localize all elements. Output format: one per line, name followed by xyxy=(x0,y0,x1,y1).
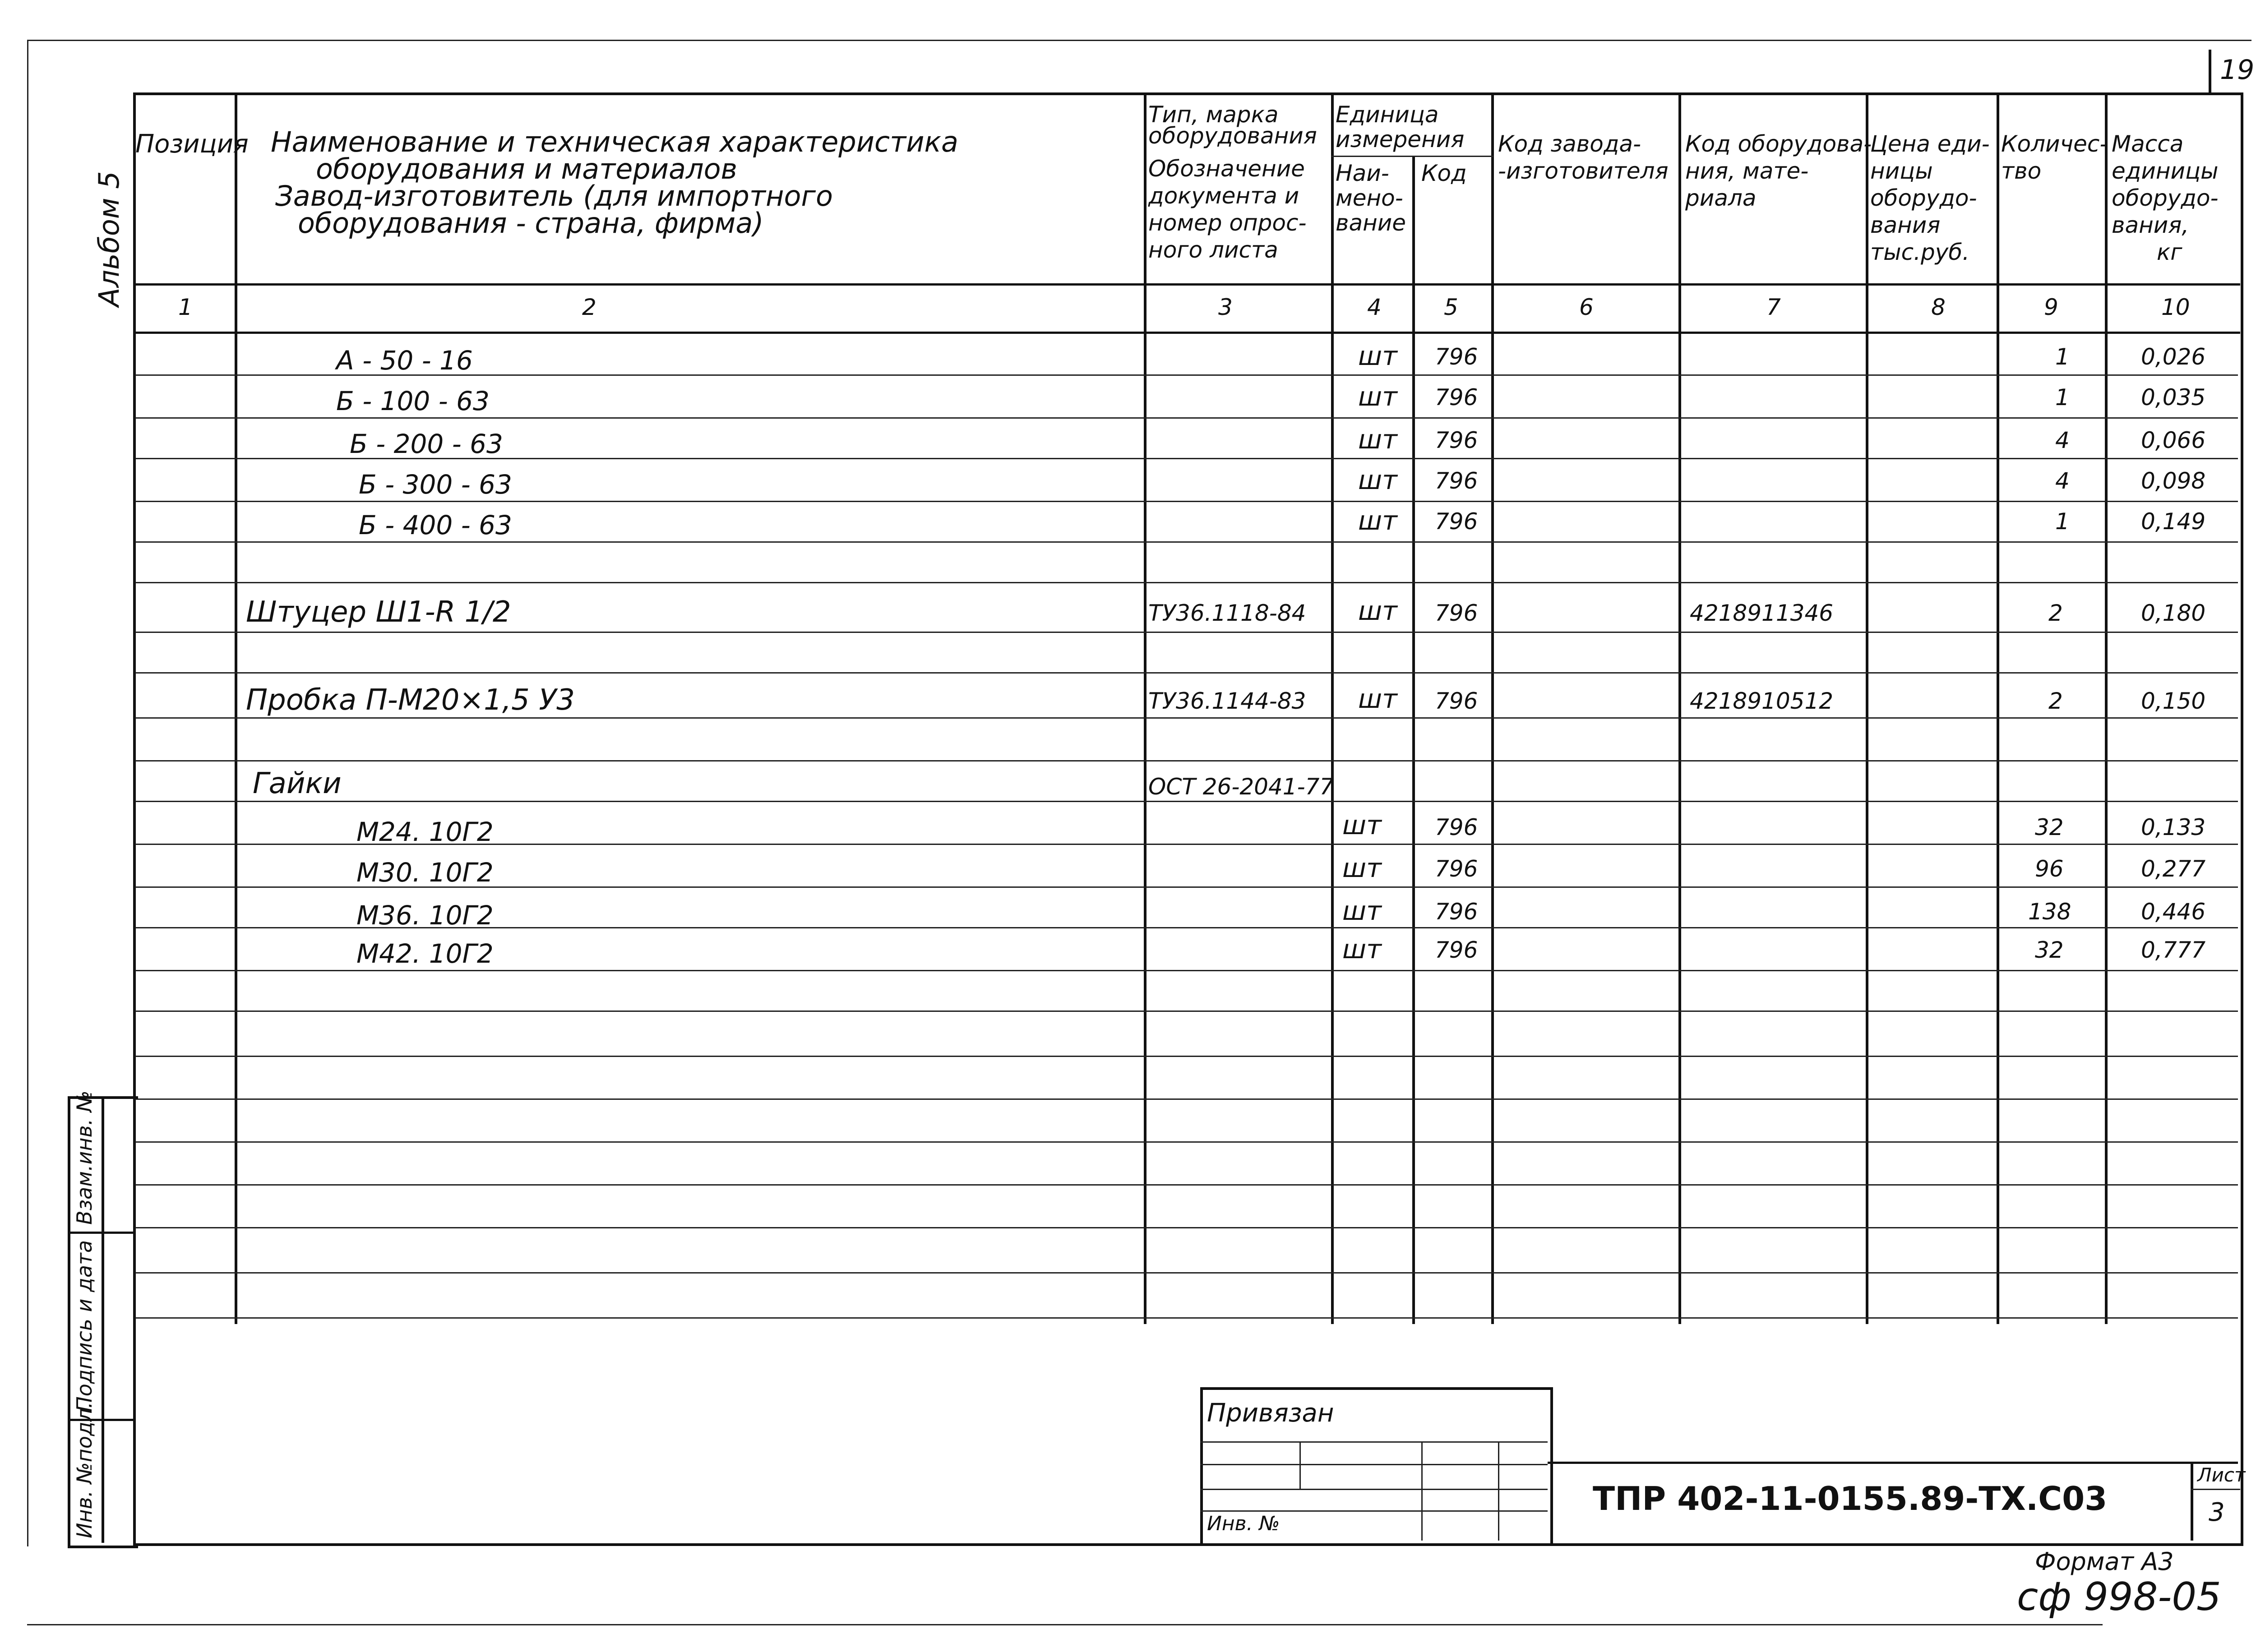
header-col10-line2: единицы xyxy=(2112,158,2219,184)
row-line xyxy=(135,632,2238,633)
row-qty: 138 xyxy=(2028,899,2071,925)
header-col2-line4: оборудования - страна, фирма) xyxy=(298,207,764,240)
header-col6-line2: -изготовителя xyxy=(1498,158,1669,184)
row-line xyxy=(135,417,2238,419)
row-mass: 0,180 xyxy=(2141,600,2206,626)
privyazan-line1 xyxy=(1200,1441,1548,1443)
row-unit: шт xyxy=(1342,853,1382,883)
outer-top-line xyxy=(27,40,2251,41)
inv-no-label: Инв. № xyxy=(1207,1512,1280,1535)
row-qty: 1 xyxy=(2055,344,2070,370)
row-line xyxy=(135,582,2238,583)
colnum-7: 7 xyxy=(1766,294,1781,320)
header-col4-line2: мено- xyxy=(1336,185,1403,211)
row-qty: 96 xyxy=(2035,856,2064,882)
side-vzam: Взам.инв. № xyxy=(72,1090,97,1225)
row-qty: 2 xyxy=(2048,600,2063,626)
row-qty: 2 xyxy=(2048,688,2063,714)
row-qty: 32 xyxy=(2035,937,2064,963)
header-unit-line2: измерения xyxy=(1336,126,1465,152)
row-name: Пробка П-М20×1,5 У3 xyxy=(246,683,575,717)
header-col7-line1: Код оборудова- xyxy=(1685,131,1872,157)
privyazan-line2 xyxy=(1200,1464,1548,1465)
row-mass: 0,446 xyxy=(2141,899,2206,925)
row-name: М42. 10Г2 xyxy=(356,938,494,969)
header-col8-line1: Цена еди- xyxy=(1870,131,1990,157)
page-number: 19 xyxy=(2220,54,2255,86)
row-line xyxy=(135,1272,2238,1274)
row-name: М30. 10Г2 xyxy=(356,857,494,888)
row-mass: 0,277 xyxy=(2141,856,2206,882)
row-name: Штуцер Ш1-R 1/2 xyxy=(246,595,511,629)
colnum-2: 2 xyxy=(582,294,596,320)
row-code: 796 xyxy=(1435,600,1478,626)
header-col3-line6: ного листа xyxy=(1148,237,1278,263)
colnum-3: 3 xyxy=(1218,294,1233,320)
sheet-label: Лист xyxy=(2197,1464,2246,1486)
row-qty: 4 xyxy=(2055,427,2070,453)
row-code: 796 xyxy=(1435,937,1478,963)
side-inv-podl: Инв. №подл. xyxy=(72,1402,97,1538)
row-code: 796 xyxy=(1435,468,1478,494)
row-doc: ТУ36.1144-83 xyxy=(1148,688,1306,714)
header-col3-line3: Обозначение xyxy=(1148,156,1305,182)
row-unit: шт xyxy=(1342,934,1382,964)
header-col10-line3: оборудо- xyxy=(2112,185,2219,211)
row-mass: 0,133 xyxy=(2141,814,2206,840)
row-qty: 1 xyxy=(2055,508,2070,535)
col-line-4 xyxy=(1412,156,1415,1324)
col-line-8 xyxy=(1997,92,1999,1324)
col-line-7 xyxy=(1866,92,1868,1324)
row-code: 796 xyxy=(1435,508,1478,535)
row-code: 796 xyxy=(1435,344,1478,370)
row-line xyxy=(135,801,2238,802)
colnum-1: 1 xyxy=(178,294,193,320)
header-col2-line2: оборудования и материалов xyxy=(316,152,738,185)
row-qty: 4 xyxy=(2055,468,2070,494)
col-line-3 xyxy=(1331,92,1334,1324)
row-unit: шт xyxy=(1358,341,1397,371)
row-line xyxy=(135,1317,2238,1319)
header-col8-line5: тыс.руб. xyxy=(1870,239,1970,265)
header-col4-line1: Наи- xyxy=(1336,160,1389,186)
privyazan-line3 xyxy=(1200,1489,1548,1490)
row-line xyxy=(135,970,2238,971)
colnum-9: 9 xyxy=(2044,294,2058,320)
col-line-5 xyxy=(1491,92,1494,1324)
code-block-top xyxy=(1548,1462,2238,1464)
row-qty: 1 xyxy=(2055,384,2070,411)
header-col10-line4: вания, xyxy=(2112,212,2189,238)
row-unit: шт xyxy=(1358,683,1397,714)
row-mass: 0,149 xyxy=(2141,508,2206,535)
col-line-9 xyxy=(2105,92,2108,1324)
sheet-number: 3 xyxy=(2209,1498,2225,1527)
row-mat: 4218911346 xyxy=(1690,600,1834,626)
row-mass: 0,098 xyxy=(2141,468,2206,494)
header-col3-line5: номер опрос- xyxy=(1148,210,1307,236)
row-line xyxy=(135,760,2238,761)
col-line-6 xyxy=(1678,92,1681,1324)
row-code: 796 xyxy=(1435,427,1478,453)
row-doc: ОСТ 26-2041-77 xyxy=(1148,774,1334,800)
sheet-label-line xyxy=(2191,1489,2240,1490)
row-code: 796 xyxy=(1435,814,1478,840)
row-mass: 0,066 xyxy=(2141,427,2206,453)
row-name: М36. 10Г2 xyxy=(356,900,494,931)
row-code: 796 xyxy=(1435,899,1478,925)
album-label: Альбом 5 xyxy=(92,171,125,307)
header-col5: Код xyxy=(1421,160,1467,186)
row-name: М24. 10Г2 xyxy=(356,817,494,847)
row-unit: шт xyxy=(1358,465,1397,495)
colnum-8: 8 xyxy=(1931,294,1946,320)
row-line xyxy=(135,1098,2238,1100)
side-podpis: Подпись и дата xyxy=(72,1240,97,1412)
header-col1: Позиция xyxy=(135,129,249,159)
row-unit: шт xyxy=(1342,810,1382,840)
row-code: 796 xyxy=(1435,856,1478,882)
header-col3-line4: документа и xyxy=(1148,183,1299,209)
col-line-1 xyxy=(235,92,237,1324)
header-col10-line5: кг xyxy=(2157,239,2182,265)
row-doc: ТУ36.1118-84 xyxy=(1148,600,1306,626)
side-stamp-line1 xyxy=(68,1232,135,1234)
row-code: 796 xyxy=(1435,384,1478,411)
row-name: Б - 200 - 63 xyxy=(350,429,503,459)
row-line xyxy=(135,717,2238,719)
sheet-divider xyxy=(2191,1462,2193,1541)
header-bottom-line xyxy=(133,283,2240,286)
row-line xyxy=(135,672,2238,674)
row-mass: 0,777 xyxy=(2141,937,2206,963)
colnum-10: 10 xyxy=(2161,294,2190,320)
header-col6-line1: Код завода- xyxy=(1498,131,1641,157)
format-label: Формат А3 xyxy=(2035,1547,2174,1576)
row-line xyxy=(135,1184,2238,1186)
row-unit: шт xyxy=(1342,895,1382,926)
header-col9-line2: тво xyxy=(2001,158,2042,184)
document-code: ТПР 402-11-0155.89-ТХ.С03 xyxy=(1593,1480,2108,1518)
colnum-6: 6 xyxy=(1579,294,1594,320)
row-line xyxy=(135,1141,2238,1143)
privyazan-vline3 xyxy=(1498,1441,1499,1541)
row-name: Б - 100 - 63 xyxy=(336,386,490,416)
header-col7-line2: ния, мате- xyxy=(1685,158,1809,184)
row-name: Б - 400 - 63 xyxy=(359,510,512,540)
colnum-5: 5 xyxy=(1444,294,1458,320)
header-col4-line3: вание xyxy=(1336,210,1406,236)
row-line xyxy=(135,1227,2238,1228)
header-unit-line1: Единица xyxy=(1336,102,1439,128)
row-name: Б - 300 - 63 xyxy=(359,469,512,500)
header-col2-line1: Наименование и техническая характеристика xyxy=(271,125,958,158)
privyazan-line4 xyxy=(1200,1510,1548,1512)
row-mass: 0,035 xyxy=(2141,384,2206,411)
outer-bottom-line xyxy=(27,1624,2103,1625)
row-line xyxy=(135,1011,2238,1012)
outer-left-line xyxy=(27,40,28,1546)
row-unit: шт xyxy=(1358,595,1397,626)
privyazan-label: Привязан xyxy=(1207,1398,1334,1428)
row-line xyxy=(135,501,2238,502)
number-row-bottom-line xyxy=(133,332,2240,334)
header-col9-line1: Количес- xyxy=(2001,131,2108,157)
unit-group-divider xyxy=(1331,156,1493,157)
privyazan-vline2 xyxy=(1421,1441,1423,1541)
row-line xyxy=(135,541,2238,543)
privyazan-vline1 xyxy=(1299,1441,1301,1489)
header-col3-line1: Тип, марка xyxy=(1148,102,1279,128)
row-mat: 4218910512 xyxy=(1690,688,1834,714)
header-col8-line4: вания xyxy=(1870,212,1941,238)
row-code: 796 xyxy=(1435,688,1478,714)
row-unit: шт xyxy=(1358,505,1397,536)
stamp-code: сф 998-05 xyxy=(2017,1574,2221,1620)
header-col8-line2: ницы xyxy=(1870,158,1933,184)
row-mass: 0,150 xyxy=(2141,688,2206,714)
colnum-4: 4 xyxy=(1367,294,1382,320)
page-number-divider xyxy=(2209,50,2211,95)
side-stamp-divider xyxy=(102,1096,104,1543)
row-unit: шт xyxy=(1358,424,1397,455)
row-name: А - 50 - 16 xyxy=(336,345,473,376)
row-unit: шт xyxy=(1358,381,1397,412)
header-col8-line3: оборудо- xyxy=(1870,185,1977,211)
header-col7-line3: риала xyxy=(1685,185,1757,211)
row-qty: 32 xyxy=(2035,814,2064,840)
col-line-2 xyxy=(1144,92,1146,1324)
row-line xyxy=(135,1056,2238,1057)
row-name: Гайки xyxy=(253,767,342,800)
header-col3-line2: оборудования xyxy=(1148,123,1317,149)
header-col2-line3: Завод-изготовитель (для импортного xyxy=(275,180,833,212)
row-mass: 0,026 xyxy=(2141,344,2206,370)
header-col10-line1: Масса xyxy=(2112,131,2184,157)
